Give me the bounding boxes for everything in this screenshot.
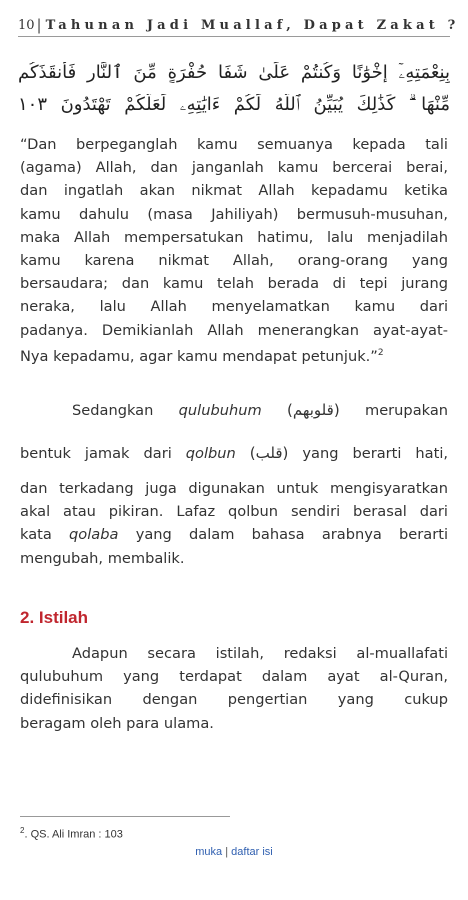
qulub-line-2-wrap [20, 442, 448, 465]
verse-translation [20, 133, 448, 365]
qulub-line-3: dan terkadang juga digunakan untuk mengisyaratkan [20, 480, 448, 497]
qulub-line-1 [20, 398, 448, 422]
qulub-line-5 [20, 523, 448, 546]
translation-line: (agama) Allah, dan janganlah kamu bercerai berai, [20, 159, 448, 177]
section-line: Adapun secara istilah, redaksi al-muallafati [72, 645, 448, 662]
footnote-text: . QS. Ali Imran : 103 [24, 828, 123, 841]
arabic-term: (قلوبهم) [287, 401, 340, 419]
text-fragment: merupakan [364, 402, 449, 419]
section-paragraph [20, 642, 448, 735]
qulub-line-6: mengubah, membalik. [20, 549, 185, 567]
section-heading: 2. Istilah [20, 608, 89, 627]
italic-term: qulubuhum [178, 402, 262, 419]
running-title: Tahunan Jadi Muallaf, Dapat Zakat ? [45, 17, 460, 33]
translation-line: padanya. Demikianlah Allah menerangkan ayat-ayat- [20, 321, 448, 339]
header-separator: | [36, 16, 42, 34]
nav-divider: | [225, 846, 229, 858]
arabic-verse-line-1: بِنِعْمَتِهِۦٓ إِخْوَٰنًا وَكُنتُمْ عَلَىٰ شَفَا حُفْرَةٍ مِّنَ ٱلنَّارِ فَأَنقَذَكُم [18, 62, 450, 83]
translation-last-text: Nya kepadamu, agar kamu mendapat petunjuk.” [20, 347, 378, 365]
qulub-line-4: akal atau pikiran. Lafaz qolbun sendiri berasal dari [20, 503, 448, 521]
arabic-term: (قلب) [249, 444, 289, 462]
italic-term: qolaba [69, 526, 119, 544]
qulub-continuation [20, 477, 448, 570]
footnote-reference: 2 [377, 347, 384, 358]
translation-line: neraka, lalu Allah menyelamatkan kamu dari [20, 298, 448, 316]
translation-line [20, 342, 448, 365]
text-fragment: yang dalam bahasa arabnya berarti [135, 526, 448, 544]
qulub-line-2 [20, 442, 448, 465]
translation-line: “Dan berpeganglah kamu semuanya kepada tali [20, 136, 448, 153]
page-navigation [0, 846, 468, 858]
section-line: didefinisikan dengan pengertian yang cukup [20, 691, 448, 709]
text-fragment: bentuk jamak dari [20, 445, 172, 462]
muka-link[interactable]: muka [195, 846, 223, 858]
footnote [20, 826, 123, 841]
running-header [18, 14, 460, 37]
translation-line: dan ingatlah akan nikmat Allah kepadamu ketika [20, 182, 448, 200]
text-fragment: yang berarti hati, [302, 445, 449, 462]
daftar-isi-link[interactable]: daftar isi [231, 846, 273, 858]
section-line: qulubuhum yang terdapat dalam ayat al-Quran, [20, 668, 448, 686]
translation-line: kamu dahulu (masa Jahiliyah) bermusuh-musuhan, [20, 205, 448, 223]
page-number: 10 [18, 17, 35, 33]
italic-term: qolbun [185, 445, 236, 462]
arabic-verse-line-2: مِّنْهَا ۗ كَذَٰلِكَ يُبَيِّنُ ٱللَّهُ لَكُمْ ءَايَٰتِهِۦ لَعَلَّكُمْ تَهْتَدُونَ ١٠٣ [18, 94, 450, 115]
text-fragment: Sedangkan [72, 402, 154, 419]
section-line: beragam oleh para ulama. [20, 714, 214, 732]
footnote-divider [20, 816, 230, 817]
qulubuhum-paragraph [20, 398, 448, 422]
translation-line: bersaudara; dan kamu telah berada di tepi jurang [20, 275, 448, 293]
footnote-number: 2 [20, 826, 25, 835]
translation-line: maka Allah mempersatukan hatimu, lalu menjadilah [20, 228, 448, 246]
text-fragment: kata [20, 526, 52, 544]
translation-line: kamu karena nikmat Allah, orang-orang yang [20, 251, 448, 269]
